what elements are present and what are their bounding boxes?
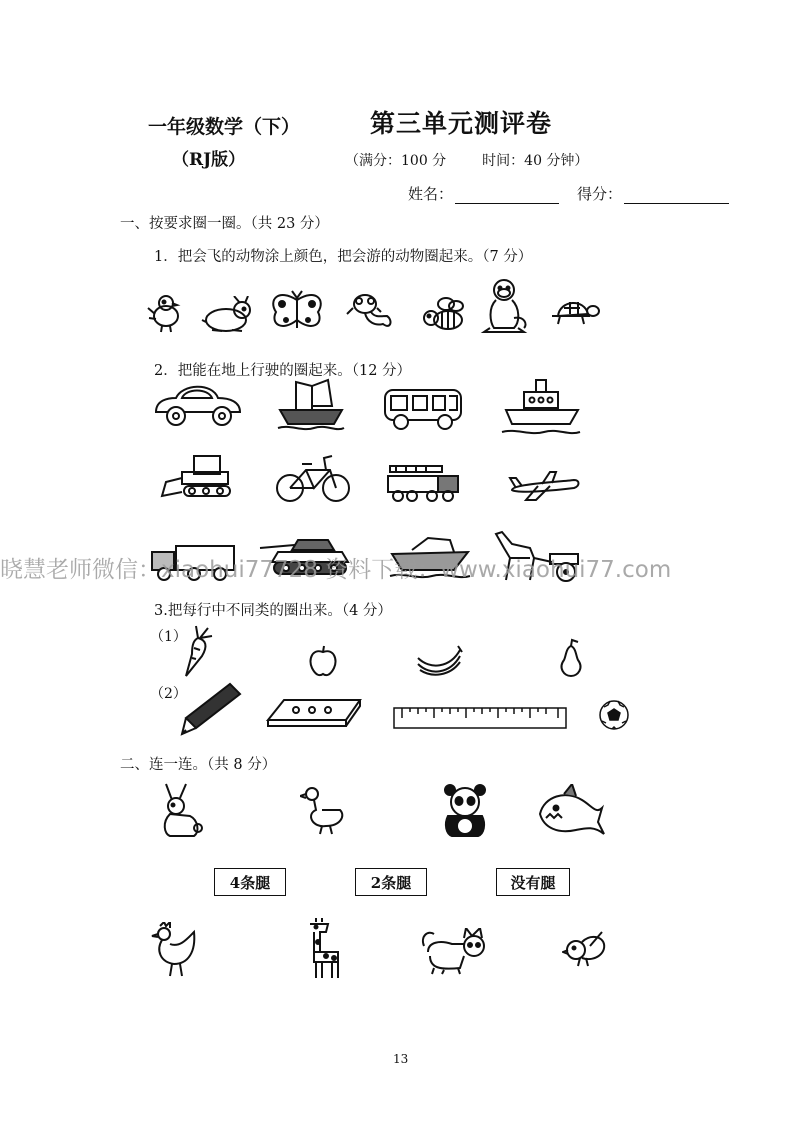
football-icon[interactable] bbox=[598, 699, 630, 731]
full-score: （满分：100 分 bbox=[345, 153, 447, 169]
car-icon[interactable] bbox=[152, 378, 244, 428]
turtle-icon[interactable] bbox=[550, 296, 600, 328]
watermark-text: 晓慧老师微信：xiaohui77728 资料下载：www.xiaohui77.com bbox=[0, 557, 672, 583]
rabbit-icon[interactable] bbox=[198, 296, 256, 334]
ruler-icon[interactable] bbox=[392, 706, 568, 730]
grade-title: 一年级数学（下） bbox=[148, 116, 301, 138]
name-score-row bbox=[408, 183, 729, 204]
duck-icon[interactable] bbox=[300, 786, 348, 836]
pencil-icon[interactable] bbox=[180, 682, 242, 736]
ship-icon[interactable] bbox=[500, 378, 582, 440]
bee-icon[interactable] bbox=[420, 296, 468, 334]
butterfly-icon[interactable] bbox=[268, 290, 326, 334]
page-title: 第三单元测评卷 bbox=[370, 109, 553, 138]
bus-icon[interactable] bbox=[381, 386, 465, 432]
edition-label: （RJ版） bbox=[172, 150, 246, 170]
crane-truck-icon[interactable] bbox=[384, 462, 462, 504]
bird-icon[interactable] bbox=[146, 292, 186, 334]
banana-icon[interactable] bbox=[414, 640, 464, 678]
giraffe-icon[interactable] bbox=[302, 918, 346, 980]
question-3: 3.把每行中不同类的圈出来。（4 分） bbox=[154, 603, 392, 619]
bicycle-icon[interactable] bbox=[274, 452, 352, 504]
name-label: 姓名： bbox=[408, 185, 454, 203]
question-1: 1．把会飞的动物涂上颜色，把会游的动物圈起来。（7 分） bbox=[154, 249, 533, 265]
rabbit-icon[interactable] bbox=[156, 782, 210, 840]
question-2: 2．把能在地上行驶的圈起来。（12 分） bbox=[154, 363, 412, 379]
shark-icon[interactable] bbox=[536, 784, 608, 840]
option-no-legs[interactable]: 没有腿 bbox=[496, 868, 570, 896]
row-2-label: （2） bbox=[150, 686, 187, 702]
carrot-icon[interactable] bbox=[178, 624, 216, 678]
pencil-box-icon[interactable] bbox=[266, 696, 362, 730]
score-label: 得分： bbox=[577, 185, 623, 203]
section-1-title: 一、按要求圈一圈。（共 23 分） bbox=[120, 216, 329, 232]
apple-icon[interactable] bbox=[306, 644, 340, 678]
option-2-legs[interactable]: 2条腿 bbox=[355, 868, 427, 896]
cat-icon[interactable] bbox=[420, 928, 490, 976]
sailboat-icon[interactable] bbox=[276, 376, 346, 432]
page-number: 13 bbox=[393, 1052, 409, 1066]
score-info bbox=[345, 150, 624, 170]
bulldozer-icon[interactable] bbox=[160, 452, 236, 500]
pear-icon[interactable] bbox=[556, 638, 586, 678]
goldfish-icon[interactable] bbox=[345, 290, 395, 334]
score-field[interactable] bbox=[624, 189, 729, 204]
panda-icon[interactable] bbox=[440, 784, 490, 838]
time-limit: 时间：40 分钟） bbox=[482, 153, 589, 169]
bird-icon[interactable] bbox=[562, 930, 610, 970]
option-4-legs[interactable]: 4条腿 bbox=[214, 868, 286, 896]
airplane-icon[interactable] bbox=[508, 468, 582, 504]
name-field[interactable] bbox=[455, 189, 559, 204]
monkey-icon[interactable] bbox=[480, 278, 532, 334]
row-1-label: （1） bbox=[150, 629, 187, 645]
rooster-icon[interactable] bbox=[150, 922, 202, 978]
section-2-title: 二、连一连。（共 8 分） bbox=[120, 757, 277, 773]
